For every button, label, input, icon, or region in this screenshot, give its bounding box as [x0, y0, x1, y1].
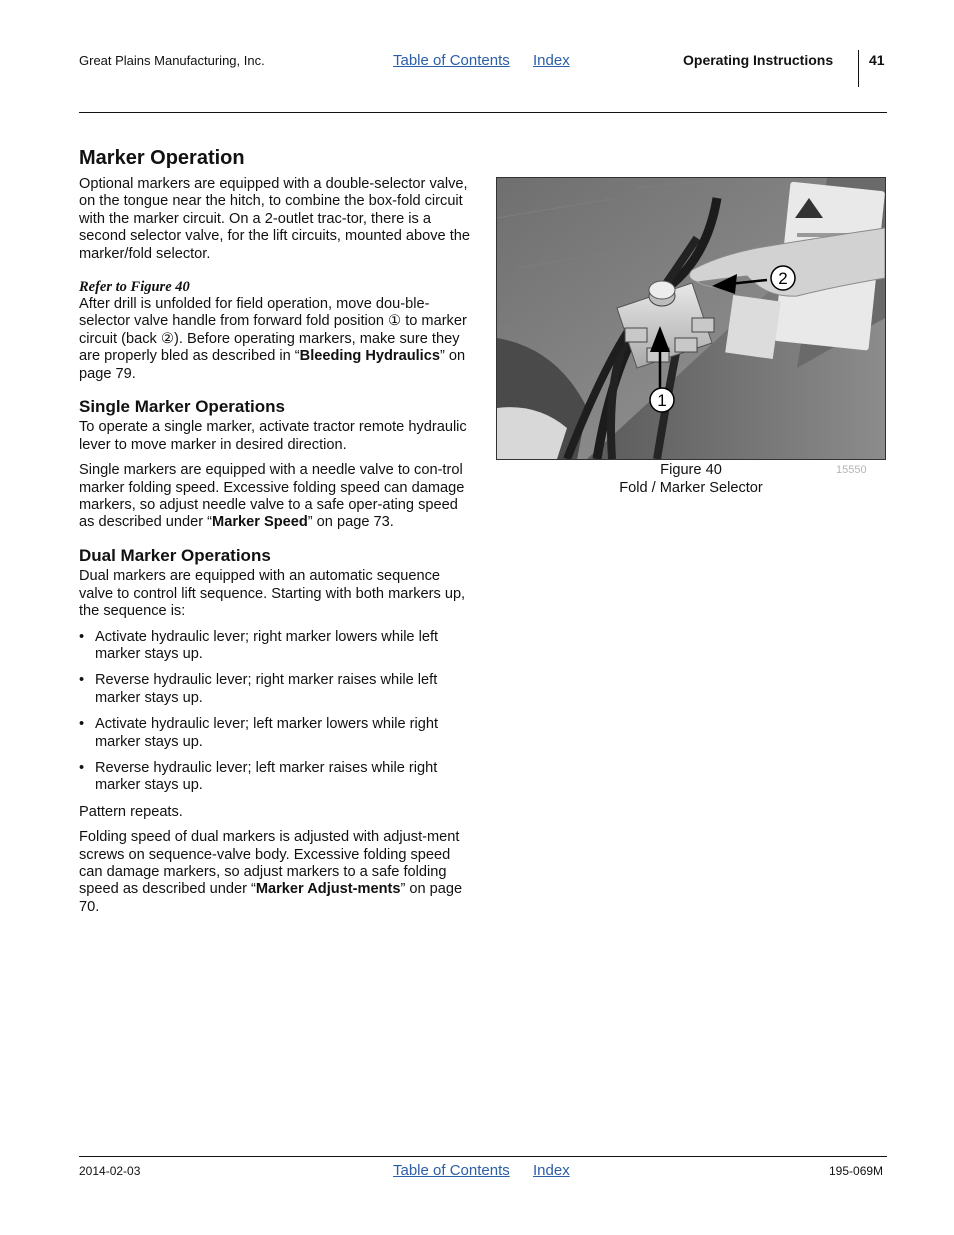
dual-marker-heading: Dual Marker Operations [79, 545, 271, 565]
bullet: • [79, 759, 85, 776]
marker-adjustments-ref: Marker Adjust-ments [255, 881, 401, 898]
footer-index-link[interactable]: Index [533, 1162, 570, 1179]
pattern-paragraph: Pattern repeats. [79, 803, 183, 820]
section-title: Operating Instructions [683, 52, 834, 68]
company-name: Great Plains Manufacturing, Inc. [79, 53, 265, 68]
figure-number: Figure 40 [660, 462, 722, 478]
bullet: • [79, 716, 85, 733]
figure-photo [496, 177, 886, 460]
header-divider [858, 50, 859, 87]
dual-text-a: Folding speed of dual markers is adjusted with adjust-ment screws on sequence-valve body. Excessive folding speed can damage markers, so adjust markers to a safe folding speed as described under “ [79, 829, 460, 898]
marker-speed-ref: Marker Speed [212, 514, 308, 531]
single-text-b: ” on page 73. [307, 514, 394, 531]
list-item-text: Activate hydraulic lever; right marker lowers while left marker stays up. [95, 628, 439, 662]
bleeding-hydraulics-ref: Bleeding Hydraulics [299, 348, 440, 365]
footer-rule [79, 1156, 887, 1157]
page-title: Marker Operation [79, 147, 245, 169]
callout-1-label: 1 [657, 391, 667, 410]
list-item-text: Reverse hydraulic lever; right marker raises while left marker stays up. [95, 672, 438, 706]
list-item [79, 672, 471, 707]
figure-caption: Fold / Marker Selector [619, 480, 763, 496]
main-text-column [79, 146, 471, 924]
header-index-link[interactable]: Index [533, 52, 570, 69]
dual-paragraph-1: Dual markers are equipped with an automatic sequence valve to control lift sequence. Starting with both markers up, the sequence is: [79, 568, 466, 620]
footer-doc-number: 195-069M [829, 1164, 884, 1178]
list-item [79, 716, 471, 751]
selector-text-a: After drill is unfolded for field operation, move dou-ble-selector valve handle from forward fold position ① to marker circuit (back ②). Before operating markers, make sure they are properly bled as described in “ [79, 296, 467, 365]
sequence-list [79, 629, 471, 795]
bullet: • [79, 672, 85, 689]
list-item-text: Activate hydraulic lever; left marker lowers while right marker stays up. [95, 716, 439, 750]
dual-text-b: ” on page 70. [79, 881, 463, 915]
header-toc-link[interactable]: Table of Contents [393, 52, 510, 69]
page-number: 41 [869, 52, 885, 68]
footer-date: 2014-02-03 [79, 1164, 141, 1178]
selector-valve-photo [497, 178, 885, 459]
list-item [79, 760, 471, 795]
figure-reference: Refer to Figure 40 [79, 279, 190, 296]
footer-toc-link[interactable]: Table of Contents [393, 1162, 510, 1179]
callout-2-label: 2 [778, 269, 788, 288]
figure-id: 15550 [836, 464, 867, 476]
single-paragraph-1: To operate a single marker, activate tractor remote hydraulic lever to move marker in desired direction. [79, 419, 467, 453]
bullet: • [79, 628, 85, 645]
intro-paragraph: Optional markers are equipped with a double-selector valve, on the tongue near the hitch, to combine the box-fold circuit with the marker circuit. On a 2-outlet trac-tor, there is a second selector valve, for the lift circuits, mounted above the marker/fold selector. [79, 176, 470, 262]
single-marker-heading: Single Marker Operations [79, 397, 285, 417]
list-item-text: Reverse hydraulic lever; left marker raises while right marker stays up. [95, 759, 438, 794]
selector-paragraph [79, 296, 471, 383]
single-text-a: Single markers are equipped with a needle valve to con-trol marker folding speed. Excessive folding speed can damage markers, so adjust needle valve to a safe oper-ating speed as described under “ [79, 462, 465, 531]
header-rule [79, 112, 887, 113]
list-item [79, 629, 471, 664]
single-paragraph-2 [79, 462, 471, 532]
selector-text-b: ” on page 79. [79, 348, 466, 382]
dual-paragraph-2 [79, 829, 471, 916]
